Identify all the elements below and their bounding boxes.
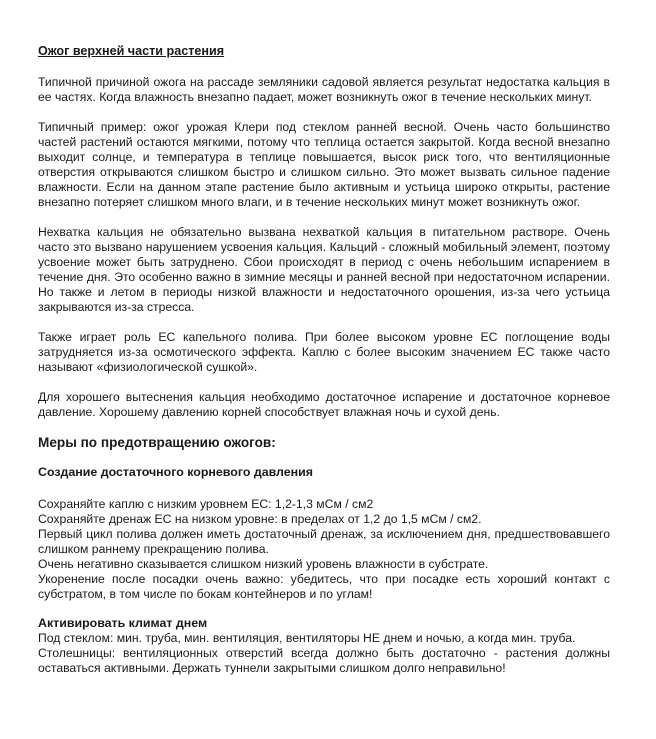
document-content	[38, 44, 610, 676]
section-title: Ожог верхней части растения	[38, 44, 225, 58]
list-item: Укоренение после посадки очень важно: убедитесь, что при посадке есть хороший контакт с субстратом, в том числе по бокам контейнеров и по углам!	[38, 572, 610, 601]
paragraph-4: Также играет роль EC капельного полива. При более высоком уровне EC поглощение воды затрудняется из-за осмотического эффекта. Каплю с более высоким значением EC также часто называют «физиологической сушкой».	[38, 330, 610, 374]
list-item: Очень негативно сказывается слишком низкий уровень влажности в субстрате.	[38, 557, 489, 571]
root-pressure-list	[38, 497, 610, 602]
climate-heading: Активировать климат днем	[38, 616, 208, 630]
measures-heading: Меры по предотвращению ожогов:	[38, 435, 276, 450]
root-pressure-heading: Создание достаточного корневого давления	[38, 465, 313, 479]
list-item: Под стеклом: мин. труба, мин. вентиляция, вентиляторы НЕ днем и ночью, а когда мин. труба.	[38, 631, 576, 645]
paragraph-1: Типичной причиной ожога на рассаде земляники садовой является результат недостатка кальция в ее частях. Когда влажность внезапно падает, может возникнуть ожог в течение нескольких минут.	[38, 75, 610, 104]
paragraph-3: Нехватка кальция не обязательно вызвана нехваткой кальция в питательном растворе. Очень часто это вызвано нарушением усвоения кальция. Кальций - сложный мобильный элемент, поэтому усвоение может быть затруднено. Сбои происходят в период с очень небольшим испарением в течение дня. Это особенно важно в зимние месяцы и ранней весной при недостаточном испарении. Но также и летом в периоды низкой влажности и недостаточного орошения, из-за чего устьица закрываются из-за стресса.	[38, 225, 610, 314]
paragraph-5: Для хорошего вытеснения кальция необходимо достаточное испарение и достаточное корневое давление. Хорошему давлению корней способствует влажная ночь и сухой день.	[38, 390, 610, 419]
paragraph-2: Типичный пример: ожог урожая Клери под стеклом ранней весной. Очень часто большинство частей растений остаются мягкими, потому что теплица остается закрытой. Когда весной внезапно выходит солнце, и температура в теплице повышается, высок риск того, что вентиляционные отверстия открываются слишком быстро и слишком сильно. Это может вызвать сильное падение влажности. Если на данном этапе растение было активным и устьица широко открыты, растение внезапно потеряет слишком много влаги, и в течение нескольких минут может возникнуть ожог.	[38, 120, 610, 209]
list-item: Сохраняйте дренаж EC на низком уровне: в пределах от 1,2 до 1,5 мСм / см2.	[38, 512, 482, 526]
climate-list	[38, 631, 610, 676]
list-item: Сохраняйте каплю с низким уровнем EC: 1,2-1,3 мСм / см2	[38, 497, 374, 511]
list-item: Столешницы: вентиляционных отверстий всегда должно быть достаточно - растения должны оставаться активными. Держать туннели закрытыми слишком долго неправильно!	[38, 646, 610, 675]
list-item: Первый цикл полива должен иметь достаточный дренаж, за исключением дня, предшествовавшего слишком раннему прекращению полива.	[38, 527, 610, 556]
